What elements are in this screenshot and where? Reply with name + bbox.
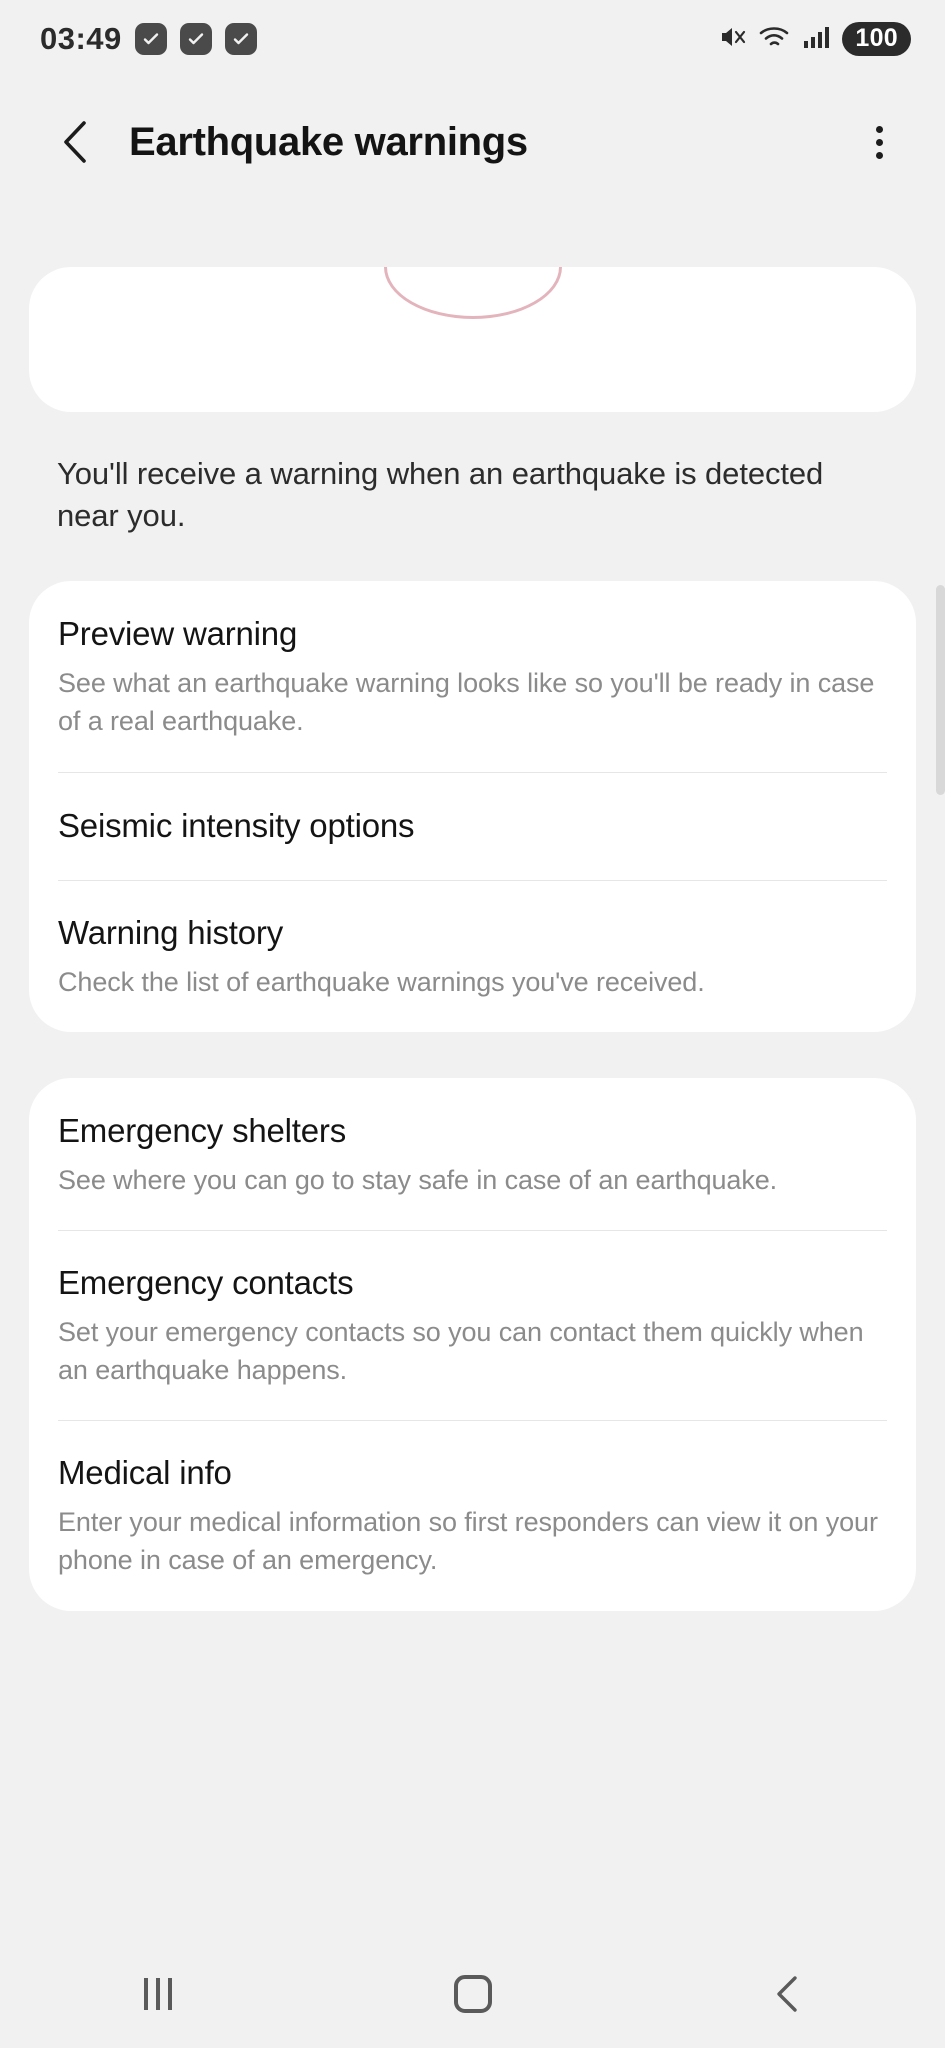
recents-icon[interactable]: [98, 1954, 218, 2034]
row-title: Seismic intensity options: [58, 806, 415, 844]
status-bar-left: [40, 21, 257, 57]
illustration-card: [29, 267, 916, 412]
signal-icon: [801, 22, 831, 57]
app-bar: [0, 78, 945, 206]
battery-indicator: 100: [842, 22, 911, 56]
settings-group-emergency: [29, 1078, 916, 1610]
back-icon[interactable]: [728, 1954, 848, 2034]
more-vertical-icon[interactable]: [853, 116, 905, 168]
list-item-warning-history[interactable]: [29, 880, 916, 1032]
group-separator: [29, 1032, 916, 1078]
wifi-icon: [758, 22, 790, 57]
check-badge-icon: [180, 23, 212, 55]
settings-group-warnings: [29, 581, 916, 1032]
list-item-seismic-intensity-options[interactable]: [29, 772, 916, 881]
settings-content: [0, 267, 945, 1611]
intro-description: You'll receive a warning when an earthquake is detected near you.: [57, 456, 824, 534]
row-title: Preview warning: [58, 615, 298, 653]
list-item-medical-info[interactable]: [29, 1420, 916, 1610]
row-description: See what an earthquake warning looks like so you'll be ready in case of a real earthquake.: [58, 667, 875, 737]
row-description: Check the list of earthquake warnings you've received.: [58, 966, 705, 997]
row-title: Warning history: [58, 914, 284, 952]
check-badge-icon: [135, 23, 167, 55]
page-title: Earthquake warnings: [129, 119, 528, 164]
status-bar-right: [717, 22, 911, 57]
row-title: Medical info: [58, 1454, 232, 1492]
row-description: See where you can go to stay safe in case of an earthquake.: [58, 1164, 778, 1195]
mute-icon: [717, 22, 747, 57]
navigation-bar: [0, 1940, 945, 2048]
earthquake-illustration-icon: [384, 267, 562, 319]
list-item-emergency-contacts[interactable]: [29, 1230, 916, 1420]
list-item-preview-warning[interactable]: [29, 581, 916, 771]
row-title: Emergency contacts: [58, 1264, 354, 1301]
check-badge-icon: [225, 23, 257, 55]
status-clock: 03:49: [40, 21, 122, 56]
row-title: Emergency shelters: [58, 1112, 347, 1150]
status-bar: [0, 0, 945, 78]
scrollbar[interactable]: [936, 585, 945, 795]
row-description: Enter your medical information so first responders can view it on your phone in case of an emergency.: [58, 1506, 878, 1576]
back-arrow-icon[interactable]: [50, 116, 102, 168]
home-icon[interactable]: [413, 1954, 533, 2034]
row-description: Set your emergency contacts so you can contact them quickly when an earthquake happens.: [58, 1316, 864, 1385]
list-item-emergency-shelters[interactable]: [29, 1078, 916, 1230]
